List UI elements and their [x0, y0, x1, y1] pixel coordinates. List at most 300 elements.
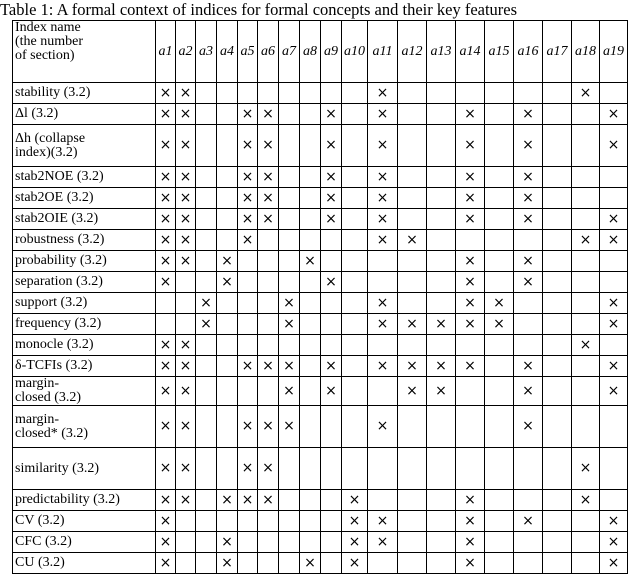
cell-a1 — [156, 104, 176, 125]
cell-a14 — [456, 532, 485, 553]
cell-a12 — [398, 377, 427, 406]
cell-a1 — [156, 293, 176, 314]
cell-a11 — [368, 293, 398, 314]
cell-a5 — [238, 532, 258, 553]
cross-mark: × — [464, 554, 476, 571]
cell-a12 — [398, 532, 427, 553]
cross-mark: × — [607, 231, 620, 248]
cell-a19 — [600, 251, 628, 272]
name-line: margin- — [15, 376, 60, 391]
cell-a18 — [572, 251, 600, 272]
cross-mark: × — [283, 357, 295, 374]
cell-a18 — [572, 314, 600, 335]
cell-a5 — [238, 104, 258, 125]
table-row — [13, 335, 628, 356]
cross-mark: × — [325, 382, 337, 399]
table-row — [13, 167, 628, 188]
cell-a16 — [514, 293, 543, 314]
cell-a3 — [196, 335, 217, 356]
cross-mark: × — [262, 418, 274, 434]
cell-a12 — [398, 272, 427, 293]
name-line: frequency (3.2) — [15, 316, 102, 331]
cell-a6 — [258, 314, 279, 335]
cross-mark: × — [241, 460, 254, 476]
formal-context-table — [12, 20, 628, 574]
cell-a8 — [300, 293, 321, 314]
cell-a8 — [300, 553, 321, 574]
cell-a13 — [427, 104, 456, 125]
cell-a2 — [176, 553, 196, 574]
cell-a6 — [258, 335, 279, 356]
cross-mark: × — [159, 382, 172, 399]
attribute-header-a14: a14 — [456, 21, 485, 83]
cell-a17 — [543, 167, 572, 188]
cell-a7 — [279, 251, 300, 272]
name-line: stab2OIE (3.2) — [15, 211, 99, 226]
cell-a15 — [485, 553, 514, 574]
cell-a9 — [321, 406, 342, 448]
cross-mark: × — [159, 137, 172, 153]
cross-mark: × — [348, 554, 361, 571]
cross-mark: × — [464, 491, 476, 508]
attribute-header-a6: a6 — [258, 21, 279, 83]
cell-a13 — [427, 335, 456, 356]
cell-a2 — [176, 314, 196, 335]
cell-a8 — [300, 406, 321, 448]
cross-mark: × — [607, 294, 620, 311]
cross-mark: × — [241, 418, 254, 434]
cell-a17 — [543, 490, 572, 511]
cell-a7 — [279, 83, 300, 104]
cross-mark: × — [579, 231, 592, 248]
cell-a10 — [342, 83, 368, 104]
cell-a6 — [258, 532, 279, 553]
cell-a11 — [368, 209, 398, 230]
cell-a1 — [156, 335, 176, 356]
cell-a10 — [342, 511, 368, 532]
cell-a15 — [485, 377, 514, 406]
cell-a2 — [176, 356, 196, 377]
cell-a16 — [514, 272, 543, 293]
cell-a5 — [238, 377, 258, 406]
cell-a5 — [238, 125, 258, 167]
cell-a14 — [456, 406, 485, 448]
cell-a19 — [600, 167, 628, 188]
index-name-cell — [13, 272, 156, 293]
cell-a16 — [514, 356, 543, 377]
cell-a10 — [342, 209, 368, 230]
cell-a10 — [342, 335, 368, 356]
cell-a7 — [279, 532, 300, 553]
cell-a15 — [485, 335, 514, 356]
cell-a4 — [217, 490, 238, 511]
cell-a9 — [321, 167, 342, 188]
cell-a11 — [368, 230, 398, 251]
cross-mark: × — [221, 273, 233, 290]
cell-a14 — [456, 272, 485, 293]
cell-a8 — [300, 335, 321, 356]
cross-mark: × — [304, 252, 316, 269]
cell-a16 — [514, 532, 543, 553]
cell-a2 — [176, 209, 196, 230]
cross-mark: × — [241, 189, 254, 206]
cross-mark: × — [522, 189, 534, 206]
cell-a1 — [156, 272, 176, 293]
cell-a10 — [342, 532, 368, 553]
cross-mark: × — [241, 231, 254, 248]
cross-mark: × — [522, 137, 534, 153]
cross-mark: × — [376, 512, 389, 529]
cross-mark: × — [376, 189, 389, 206]
cell-a14 — [456, 104, 485, 125]
cell-a13 — [427, 511, 456, 532]
cell-a17 — [543, 553, 572, 574]
cross-mark: × — [607, 137, 620, 153]
cross-mark: × — [579, 336, 592, 353]
cell-a14 — [456, 490, 485, 511]
cross-mark: × — [607, 382, 620, 399]
cell-a8 — [300, 230, 321, 251]
cell-a15 — [485, 356, 514, 377]
cell-a14 — [456, 125, 485, 167]
cell-a17 — [543, 251, 572, 272]
cell-a17 — [543, 532, 572, 553]
cell-a12 — [398, 230, 427, 251]
cell-a5 — [238, 251, 258, 272]
name-line: Index name — [15, 20, 81, 35]
cross-mark: × — [522, 357, 534, 374]
cross-mark: × — [159, 336, 172, 353]
cross-mark: × — [325, 273, 337, 290]
cross-mark: × — [607, 315, 620, 332]
cell-a4 — [217, 335, 238, 356]
cell-a16 — [514, 104, 543, 125]
cell-a9 — [321, 293, 342, 314]
cell-a8 — [300, 209, 321, 230]
cross-mark: × — [464, 105, 476, 122]
cell-a2 — [176, 188, 196, 209]
cross-mark: × — [325, 210, 337, 227]
attribute-header-a17: a17 — [543, 21, 572, 83]
name-line: similarity (3.2) — [15, 460, 99, 476]
cell-a9 — [321, 104, 342, 125]
attribute-header-a16: a16 — [514, 21, 543, 83]
cross-mark: × — [522, 273, 534, 290]
index-name-cell — [13, 356, 156, 377]
cell-a16 — [514, 335, 543, 356]
cross-mark: × — [262, 491, 274, 508]
attribute-header-a7: a7 — [279, 21, 300, 83]
cell-a8 — [300, 448, 321, 490]
cell-a11 — [368, 272, 398, 293]
cell-a18 — [572, 553, 600, 574]
table-row — [13, 553, 628, 574]
cell-a10 — [342, 377, 368, 406]
cell-a8 — [300, 83, 321, 104]
cell-a8 — [300, 125, 321, 167]
cell-a15 — [485, 230, 514, 251]
cell-a10 — [342, 272, 368, 293]
cell-a19 — [600, 209, 628, 230]
name-line: monocle (3.2) — [15, 337, 94, 352]
name-line: margin- — [15, 411, 60, 427]
cell-a6 — [258, 188, 279, 209]
table-row — [13, 532, 628, 553]
cell-a15 — [485, 532, 514, 553]
cross-mark: × — [200, 315, 212, 332]
cross-mark: × — [179, 168, 192, 185]
cell-a7 — [279, 293, 300, 314]
cell-a4 — [217, 314, 238, 335]
cell-a19 — [600, 448, 628, 490]
cell-a12 — [398, 125, 427, 167]
cell-a10 — [342, 188, 368, 209]
cell-a10 — [342, 406, 368, 448]
cell-a6 — [258, 104, 279, 125]
cell-a11 — [368, 490, 398, 511]
cross-mark: × — [159, 512, 172, 529]
cell-a17 — [543, 104, 572, 125]
cell-a5 — [238, 490, 258, 511]
name-line: CU (3.2) — [15, 555, 65, 570]
index-name-cell — [13, 167, 156, 188]
name-line: support (3.2) — [15, 295, 88, 310]
cell-a18 — [572, 335, 600, 356]
cross-mark: × — [406, 231, 418, 248]
cell-a11 — [368, 406, 398, 448]
cross-mark: × — [159, 231, 172, 248]
cell-a6 — [258, 406, 279, 448]
cell-a11 — [368, 335, 398, 356]
table-row — [13, 104, 628, 125]
cross-mark: × — [376, 294, 389, 311]
cell-a16 — [514, 209, 543, 230]
table-row — [13, 406, 628, 448]
table-row — [13, 209, 628, 230]
cross-mark: × — [406, 357, 418, 374]
cross-mark: × — [376, 533, 389, 550]
cell-a11 — [368, 356, 398, 377]
cell-a4 — [217, 230, 238, 251]
attribute-header-a1: a1 — [156, 21, 176, 83]
cell-a3 — [196, 188, 217, 209]
cell-a7 — [279, 209, 300, 230]
cross-mark: × — [325, 168, 337, 185]
attribute-header-a13: a13 — [427, 21, 456, 83]
attribute-header-a18: a18 — [572, 21, 600, 83]
cell-a10 — [342, 314, 368, 335]
cell-a5 — [238, 188, 258, 209]
cell-a10 — [342, 356, 368, 377]
cell-a9 — [321, 83, 342, 104]
cell-a14 — [456, 314, 485, 335]
cell-a5 — [238, 293, 258, 314]
cross-mark: × — [522, 168, 534, 185]
cell-a1 — [156, 511, 176, 532]
cell-a2 — [176, 167, 196, 188]
cell-a13 — [427, 553, 456, 574]
cell-a5 — [238, 314, 258, 335]
cell-a7 — [279, 448, 300, 490]
cell-a5 — [238, 406, 258, 448]
cell-a3 — [196, 209, 217, 230]
cell-a9 — [321, 448, 342, 490]
cell-a18 — [572, 356, 600, 377]
cell-a19 — [600, 314, 628, 335]
index-name-cell — [13, 553, 156, 574]
cross-mark: × — [304, 554, 316, 571]
cross-mark: × — [376, 418, 389, 434]
cell-a15 — [485, 272, 514, 293]
cell-a7 — [279, 104, 300, 125]
cell-a3 — [196, 167, 217, 188]
table-row — [13, 356, 628, 377]
cell-a8 — [300, 167, 321, 188]
cell-a11 — [368, 532, 398, 553]
cell-a12 — [398, 167, 427, 188]
cross-mark: × — [522, 512, 534, 529]
cell-a18 — [572, 209, 600, 230]
cell-a18 — [572, 125, 600, 167]
cell-a9 — [321, 335, 342, 356]
cross-mark: × — [464, 189, 476, 206]
cell-a13 — [427, 209, 456, 230]
cell-a5 — [238, 511, 258, 532]
index-name-cell — [13, 377, 156, 406]
cell-a12 — [398, 356, 427, 377]
cell-a7 — [279, 272, 300, 293]
cell-a13 — [427, 377, 456, 406]
cell-a15 — [485, 314, 514, 335]
cell-a19 — [600, 230, 628, 251]
cell-a10 — [342, 293, 368, 314]
cross-mark: × — [179, 84, 192, 101]
index-name-cell — [13, 490, 156, 511]
cross-mark: × — [159, 357, 172, 374]
cell-a15 — [485, 251, 514, 272]
cell-a12 — [398, 83, 427, 104]
cell-a16 — [514, 251, 543, 272]
cell-a12 — [398, 104, 427, 125]
cross-mark: × — [579, 460, 592, 476]
index-name-cell — [13, 293, 156, 314]
attribute-header-a3: a3 — [196, 21, 217, 83]
cell-a17 — [543, 293, 572, 314]
cell-a18 — [572, 511, 600, 532]
cell-a10 — [342, 104, 368, 125]
cross-mark: × — [179, 460, 192, 476]
cell-a6 — [258, 83, 279, 104]
cross-mark: × — [348, 533, 361, 550]
cross-mark: × — [406, 382, 418, 399]
cell-a17 — [543, 272, 572, 293]
cell-a19 — [600, 490, 628, 511]
cell-a9 — [321, 230, 342, 251]
name-line: stab2OE (3.2) — [15, 190, 94, 205]
cell-a4 — [217, 251, 238, 272]
name-line: Δl (3.2) — [15, 106, 59, 121]
cell-a15 — [485, 511, 514, 532]
cross-mark: × — [179, 382, 192, 399]
cell-a10 — [342, 251, 368, 272]
name-line: stability (3.2) — [15, 85, 91, 100]
cell-a13 — [427, 251, 456, 272]
cell-a14 — [456, 356, 485, 377]
cell-a1 — [156, 377, 176, 406]
cross-mark: × — [159, 210, 172, 227]
cell-a1 — [156, 490, 176, 511]
cell-a12 — [398, 406, 427, 448]
cell-a16 — [514, 83, 543, 104]
cross-mark: × — [179, 252, 192, 269]
cross-mark: × — [406, 315, 418, 332]
cell-a6 — [258, 125, 279, 167]
cell-a14 — [456, 251, 485, 272]
attribute-header-a12: a12 — [398, 21, 427, 83]
cross-mark: × — [221, 554, 233, 571]
name-line: robustness (3.2) — [15, 232, 105, 247]
table-row — [13, 251, 628, 272]
cell-a1 — [156, 209, 176, 230]
cross-mark: × — [376, 168, 389, 185]
index-name-cell — [13, 188, 156, 209]
cell-a6 — [258, 511, 279, 532]
cell-a13 — [427, 272, 456, 293]
cell-a16 — [514, 314, 543, 335]
cross-mark: × — [283, 418, 295, 434]
cell-a5 — [238, 83, 258, 104]
cell-a12 — [398, 314, 427, 335]
table-row — [13, 293, 628, 314]
cell-a4 — [217, 511, 238, 532]
cell-a18 — [572, 167, 600, 188]
cross-mark: × — [464, 357, 476, 374]
name-line: (the number — [15, 34, 84, 49]
cell-a1 — [156, 83, 176, 104]
cell-a9 — [321, 209, 342, 230]
cell-a3 — [196, 314, 217, 335]
cross-mark: × — [262, 105, 274, 122]
cell-a3 — [196, 448, 217, 490]
cell-a12 — [398, 490, 427, 511]
cross-mark: × — [283, 315, 295, 332]
attribute-header-a4: a4 — [217, 21, 238, 83]
table-row — [13, 314, 628, 335]
cross-mark: × — [376, 357, 389, 374]
cell-a15 — [485, 188, 514, 209]
name-line: Δh (collapse — [15, 130, 86, 146]
cell-a14 — [456, 167, 485, 188]
cell-a10 — [342, 553, 368, 574]
cell-a15 — [485, 490, 514, 511]
cross-mark: × — [179, 418, 192, 434]
cell-a14 — [456, 335, 485, 356]
cross-mark: × — [283, 294, 295, 311]
cell-a7 — [279, 377, 300, 406]
cell-a17 — [543, 314, 572, 335]
name-line: index)(3.2) — [15, 144, 78, 160]
header-row — [13, 21, 628, 83]
cell-a6 — [258, 377, 279, 406]
cell-a3 — [196, 251, 217, 272]
cross-mark: × — [464, 210, 476, 227]
table-row — [13, 83, 628, 104]
cell-a11 — [368, 251, 398, 272]
cross-mark: × — [464, 315, 476, 332]
cell-a16 — [514, 490, 543, 511]
cell-a4 — [217, 553, 238, 574]
attribute-header-a15: a15 — [485, 21, 514, 83]
